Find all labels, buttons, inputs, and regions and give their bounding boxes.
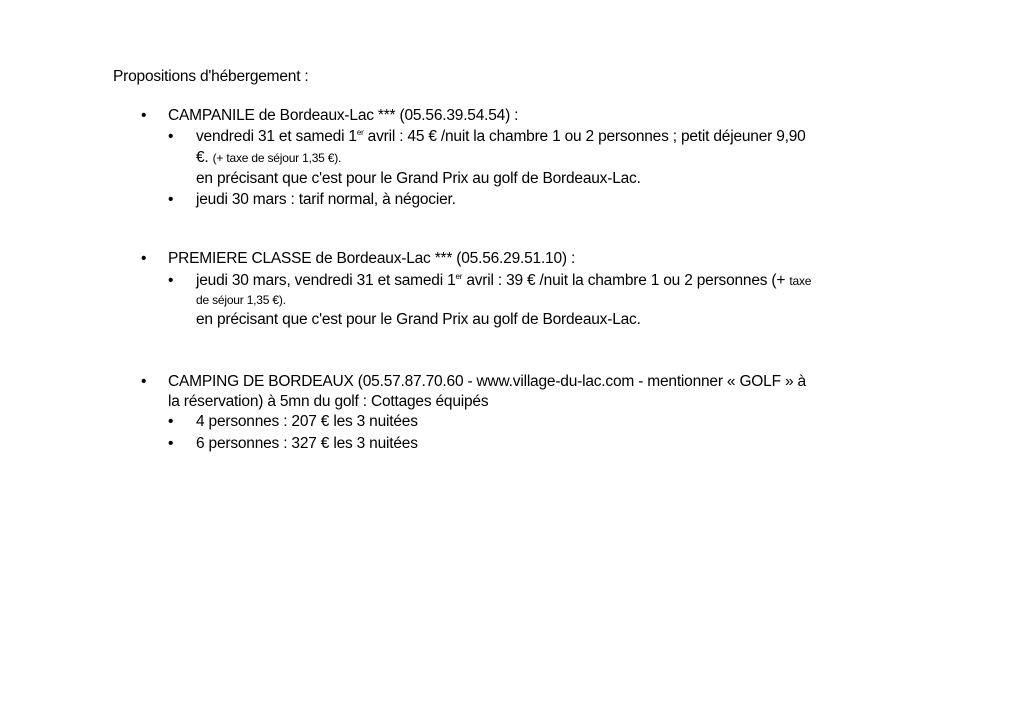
list-item-text — [196, 148, 341, 168]
list-item-text-part: vendredi 31 et samedi 1 — [196, 128, 357, 145]
sub-bullet-icon: • — [168, 413, 174, 430]
superscript: er — [356, 128, 364, 137]
section-title-row — [0, 249, 1024, 271]
list-item — [0, 434, 1024, 455]
small-text: taxe — [789, 274, 812, 288]
sub-bullet-icon: • — [168, 435, 174, 452]
section-title-continuation — [0, 392, 1024, 412]
list-item-text-part: avril : 45 € /nuit la chambre 1 ou 2 personnes ; petit déjeuner 9,90 — [363, 128, 806, 145]
list-item — [0, 190, 1024, 211]
bullet-icon: • — [141, 250, 147, 267]
list-item-continuation — [0, 169, 1024, 190]
sub-bullet-icon: • — [168, 272, 174, 289]
list-item — [0, 271, 1024, 290]
list-item-text: 6 personnes : 327 € les 3 nuitées — [196, 435, 418, 452]
section-campanile — [0, 106, 1024, 211]
list-item-text — [196, 127, 806, 147]
list-item-continuation — [0, 148, 1024, 169]
bullet-icon: • — [141, 373, 147, 390]
section-title: PREMIERE CLASSE de Bordeaux-Lac *** (05.56.29.51.10) : — [168, 250, 576, 267]
page-heading: Propositions d'hébergement : — [113, 68, 309, 85]
section-camping — [0, 372, 1024, 455]
section-title-line2: la réservation) à 5mn du golf : Cottages équipés — [168, 393, 489, 410]
list-item-text-part: €. — [196, 149, 213, 166]
sub-bullet-icon: • — [168, 191, 174, 208]
list-item-text: en précisant que c'est pour le Grand Prix au golf de Bordeaux-Lac. — [196, 170, 641, 187]
small-text: (+ taxe de séjour 1,35 €). — [212, 151, 342, 165]
list-item — [0, 412, 1024, 434]
section-title-row — [0, 106, 1024, 127]
list-item-continuation — [0, 310, 1024, 331]
list-item-text: jeudi 30 mars : tarif normal, à négocier. — [196, 191, 456, 208]
list-item-text: en précisant que c'est pour le Grand Prix au golf de Bordeaux-Lac. — [196, 311, 641, 328]
list-item-text-part: jeudi 30 mars, vendredi 31 et samedi 1 — [196, 272, 456, 289]
section-title: CAMPING DE BORDEAUX (05.57.87.70.60 - www.village-du-lac.com - mentionner « GOLF » à — [168, 373, 806, 390]
section-title: CAMPANILE de Bordeaux-Lac *** (05.56.39.54.54) : — [168, 107, 519, 124]
list-item-text: 4 personnes : 207 € les 3 nuitées — [196, 413, 418, 430]
sub-bullet-icon: • — [168, 128, 174, 145]
list-item-text — [196, 271, 811, 291]
small-text: de séjour 1,35 €). — [196, 293, 286, 307]
list-item — [0, 127, 1024, 148]
superscript: er — [455, 272, 463, 281]
list-item-text-part: avril : 39 € /nuit la chambre 1 ou 2 personnes (+ — [462, 272, 790, 289]
bullet-icon: • — [141, 107, 147, 124]
section-premiere-classe — [0, 249, 1024, 331]
list-item-continuation — [0, 290, 1024, 310]
section-title-row — [0, 372, 1024, 392]
